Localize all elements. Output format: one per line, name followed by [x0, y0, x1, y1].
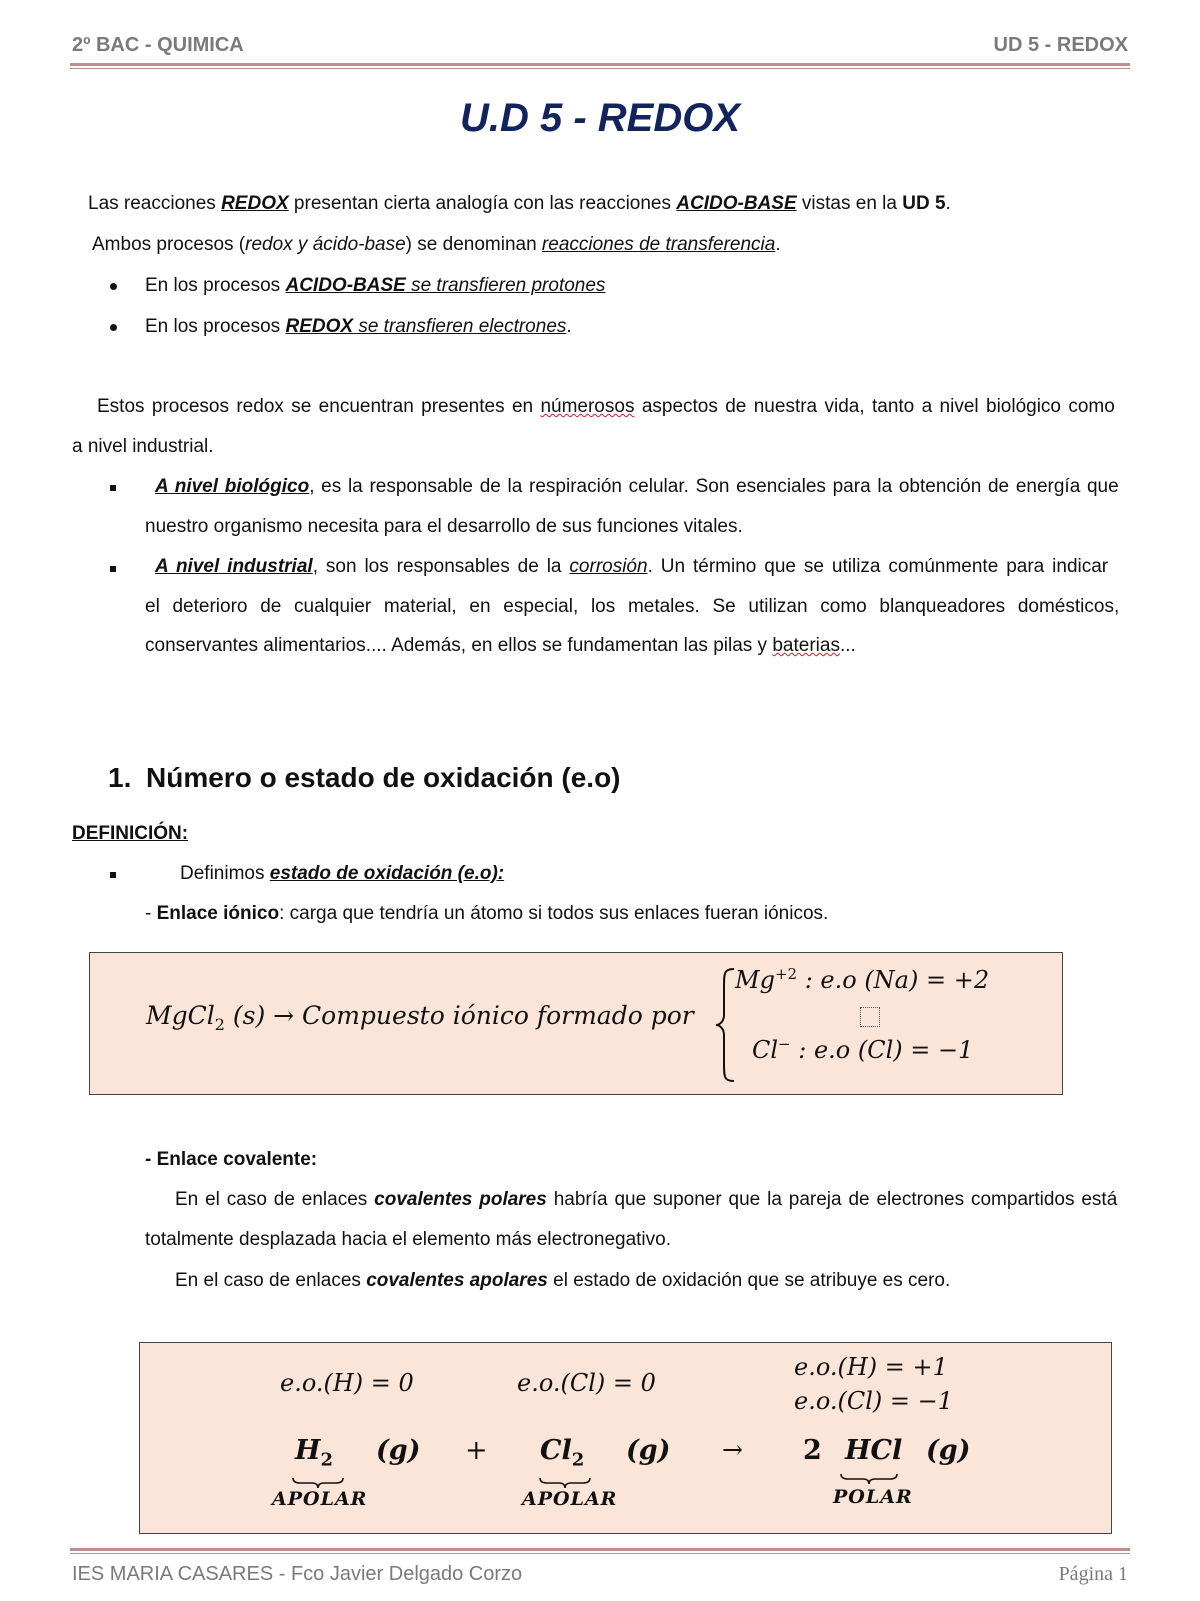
- label-apolar-h2: APOLAR: [272, 1488, 368, 1510]
- footer-rule: [70, 1548, 1130, 1551]
- para2-line-2: a nivel industrial.: [72, 436, 214, 457]
- ionic-top-row: $Mg^{+2}$ : e.o (Na) = +2: [735, 965, 990, 994]
- intro-bullet-acid-base: En los procesos ACIDO-BASE se transfieren protones: [145, 275, 606, 296]
- ionic-example-box: [89, 952, 1063, 1095]
- bio-line-1: A nivel biológico, es la responsable de la respiración celular. Son esenciales para la obtención de energía que: [155, 476, 1119, 497]
- h2-formula: $H_2$: [295, 1435, 334, 1471]
- eo-cl-product: e.o.(Cl) = −1: [794, 1387, 953, 1415]
- header-unit: UD 5 - REDOX: [993, 34, 1128, 56]
- ind-line-1: A nivel industrial, son los responsables de la corrosión. Un término que se utiliza comúnmente para indicar: [155, 556, 1109, 577]
- ionic-bond-line: - Enlace iónico: carga que tendría un átomo si todos sus enlaces fueran iónicos.: [145, 903, 829, 924]
- definition-line: Definimos estado de oxidación (e.o):: [180, 863, 505, 884]
- plus-sign: +: [465, 1435, 488, 1466]
- cl2-formula: $Cl_2$: [540, 1435, 585, 1471]
- bullet-dot-icon: [110, 283, 117, 290]
- hcl-formula: HCl: [845, 1435, 903, 1466]
- hcl-state: (g): [926, 1435, 971, 1466]
- page-title: U.D 5 - REDOX: [459, 96, 741, 140]
- bullet-square-icon: [110, 566, 116, 572]
- covalent-example-box: [139, 1342, 1112, 1534]
- label-polar-hcl: POLAR: [833, 1486, 913, 1508]
- h2-state: (g): [376, 1435, 421, 1466]
- eo-cl-reactant: e.o.(Cl) = 0: [517, 1369, 656, 1397]
- footer-rule-thin: [70, 1553, 1130, 1554]
- ind-line-2: el deterioro de cualquier material, en especial, los metales. Se utilizan como blanqueadores domésticos,: [145, 596, 1120, 617]
- bullet-square-icon: [110, 872, 116, 878]
- eo-h-product: e.o.(H) = +1: [794, 1353, 948, 1381]
- placeholder-box-icon: [860, 1007, 880, 1027]
- para2-line-1: Estos procesos redox se encuentran presentes en númerosos aspectos de nuestra vida, tanto a nivel biológico como: [97, 396, 1115, 417]
- bullet-dot-icon: [110, 324, 117, 331]
- intro-line-2: Ambos procesos (redox y ácido-base) se denominan reacciones de transferencia.: [92, 234, 781, 255]
- header-rule-thin: [70, 68, 1130, 69]
- ionic-formula-lhs: MgCl$_2$ (s) → Compuesto iónico formado por: [146, 1001, 694, 1034]
- definition-label: DEFINICIÓN:: [72, 823, 189, 844]
- footer-page-number: Página 1: [1058, 1563, 1128, 1585]
- covalent-polar-line-2: totalmente desplazada hacia el elemento más electronegativo.: [145, 1229, 671, 1250]
- covalent-polar-line-1: En el caso de enlaces covalentes polares habría que suponer que la pareja de electrones compartidos está: [175, 1189, 1118, 1210]
- bio-line-2: nuestro organismo necesita para el desarrollo de sus funciones vitales.: [145, 516, 743, 537]
- section-heading: 1. Número o estado de oxidación (e.o): [108, 762, 621, 793]
- header-rule: [70, 63, 1130, 66]
- cl2-state: (g): [626, 1435, 671, 1466]
- label-apolar-cl2: APOLAR: [522, 1488, 618, 1510]
- bullet-square-icon: [110, 485, 116, 491]
- ind-line-3: conservantes alimentarios.... Además, en ellos se fundamentan las pilas y baterias...: [145, 635, 856, 656]
- covalent-apolar-line: En el caso de enlaces covalentes apolares el estado de oxidación que se atribuye es cero.: [175, 1270, 951, 1291]
- intro-line-1: Las reacciones REDOX presentan cierta analogía con las reacciones ACIDO-BASE vistas en la UD 5.: [88, 193, 951, 214]
- intro-bullet-redox: En los procesos REDOX se transfieren electrones.: [145, 316, 572, 337]
- reaction-arrow: →: [722, 1435, 743, 1464]
- left-brace-icon: [714, 967, 736, 1083]
- eo-h-reactant: e.o.(H) = 0: [280, 1369, 414, 1397]
- hcl-coefficient: 2: [803, 1435, 822, 1466]
- header-course: 2º BAC - QUIMICA: [72, 34, 244, 56]
- underbrace-icon: [840, 1473, 898, 1485]
- footer-author: IES MARIA CASARES - Fco Javier Delgado Corzo: [72, 1563, 523, 1585]
- ionic-bottom-row: Cl− : e.o (Cl) = −1: [752, 1035, 974, 1064]
- covalent-label: - Enlace covalente:: [145, 1149, 318, 1170]
